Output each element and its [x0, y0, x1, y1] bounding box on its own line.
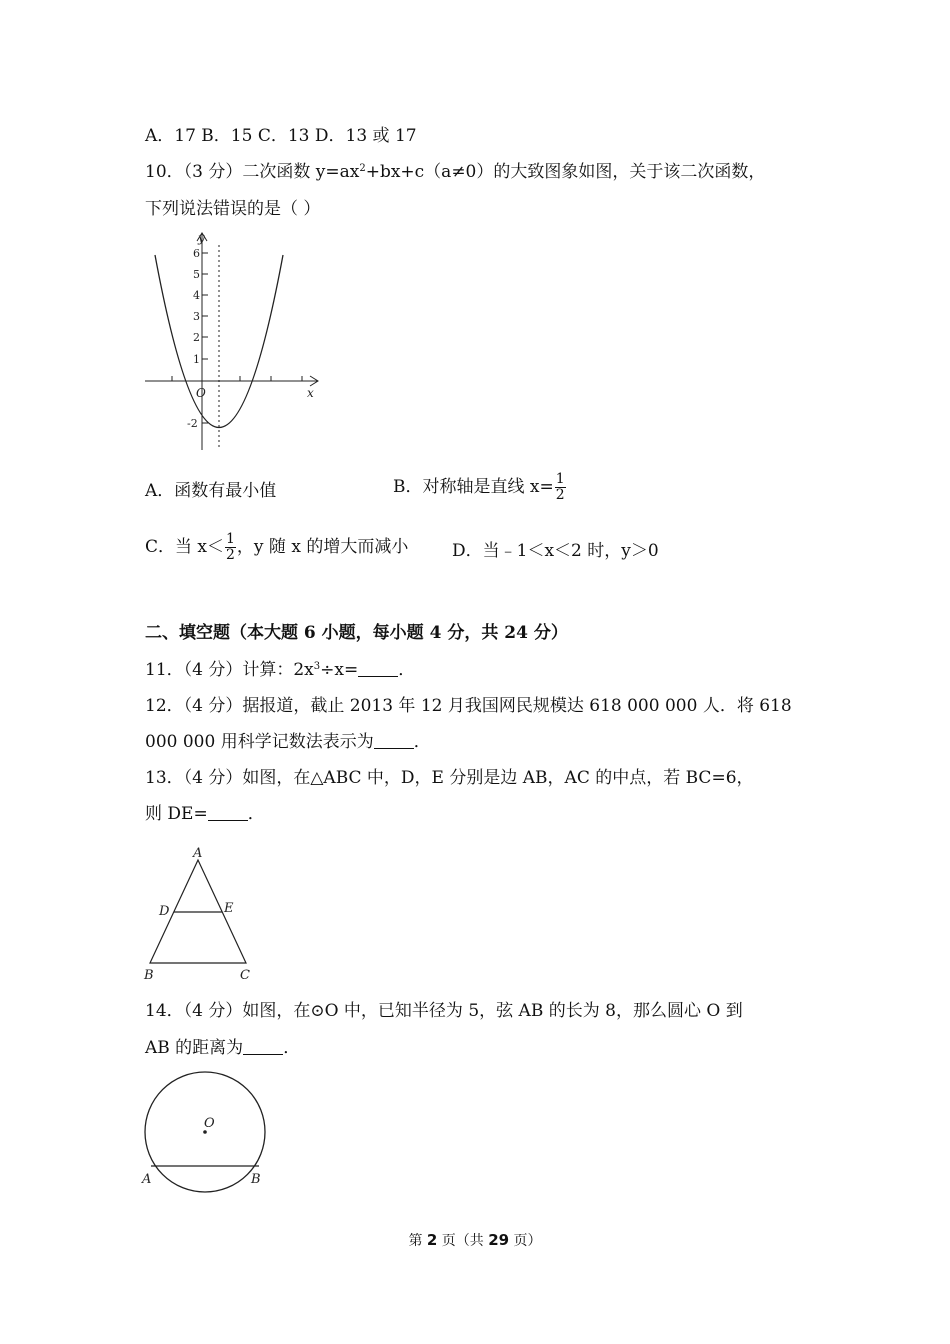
q13-line2: 则 DE= ．	[145, 804, 265, 824]
answer-blank	[243, 1040, 283, 1055]
q13-line1: 13．（4 分）如图，在△ABC 中，D，E 分别是边 AB，AC 的中点，若 BC=6，	[145, 768, 754, 788]
parabola-graph	[140, 225, 325, 460]
q10-stem-pre: 10．（3 分）二次函数 y=ax	[145, 162, 360, 182]
y-tick-6: 6	[193, 247, 200, 260]
circle-figure	[138, 1070, 273, 1195]
center-o-label: O	[204, 1116, 215, 1131]
q10-option-a: A．函数有最小值	[145, 481, 277, 501]
page-footer: 第 2 页（共 29 页）	[408, 1231, 542, 1249]
q11-exponent: 3	[313, 661, 321, 672]
y-tick-2: 2	[193, 331, 200, 344]
point-e-label: E	[224, 901, 234, 916]
y-tick-1: 1	[193, 353, 200, 366]
y-tick-3: 3	[193, 310, 200, 323]
q10-exponent: 2	[359, 163, 366, 174]
q10-option-d: D．当﹣1＜x＜2 时，y＞0	[452, 541, 659, 561]
total-pages: 29	[488, 1231, 510, 1249]
q10-option-c-pre: C．当 x＜	[145, 537, 224, 557]
triangle-figure	[140, 843, 260, 983]
point-a-label: A	[193, 846, 203, 861]
origin-label: O	[196, 386, 206, 400]
y-axis-label: y	[198, 231, 205, 245]
q10-option-c	[145, 532, 408, 563]
answer-blank	[208, 806, 248, 821]
q10-stem-post: +bx+c（a≠0）的大致图象如图，关于该二次函数，	[365, 162, 766, 182]
q10-option-b	[393, 472, 567, 503]
point-b-label: B	[144, 968, 154, 983]
answer-blank	[358, 662, 398, 677]
q10-option-c-post: ，y 随 x 的增大而减小	[236, 537, 409, 557]
q10-option-b-text: B．对称轴是直线 x=	[393, 477, 554, 497]
x-axis-label: x	[307, 386, 314, 400]
q12-line1: 12．（4 分）据报道，截止 2013 年 12 月我国网民规模达 618 000 000 人．将 618	[145, 696, 792, 716]
y-tick-5: 5	[193, 268, 200, 281]
fraction-half: $\frac{1}{2}$	[555, 471, 565, 503]
answer-blank	[374, 734, 414, 749]
q11: 11．（4 分）计算：$2x^3\div x=$ ．	[145, 660, 416, 680]
fraction-half: $\frac{1}{2}$	[226, 531, 235, 563]
q10-stem-line1	[145, 161, 765, 183]
q14-line2: AB 的距离为 ．	[145, 1038, 301, 1058]
point-b-label: B	[251, 1172, 261, 1187]
q14-line1: 14．（4 分）如图，在⊙O 中，已知半径为 5，弦 AB 的长为 8，那么圆心 O 到	[145, 1001, 743, 1021]
section-2-title: 二、填空题（本大题 6 小题，每小题 4 分，共 24 分）	[145, 623, 568, 643]
current-page-number: 2	[426, 1231, 438, 1249]
q10-stem-line2: 下列说法错误的是（ ）	[145, 199, 321, 219]
point-c-label: C	[240, 968, 250, 983]
q12-line2: 000 000 用科学记数法表示为 ．	[145, 732, 431, 752]
point-d-label: D	[159, 904, 170, 919]
y-tick-neg2: -2	[187, 417, 198, 430]
point-a-label: A	[142, 1172, 152, 1187]
y-tick-4: 4	[193, 289, 200, 302]
q9-options: A．17 B．15 C．13 D．13 或 17	[145, 126, 417, 146]
